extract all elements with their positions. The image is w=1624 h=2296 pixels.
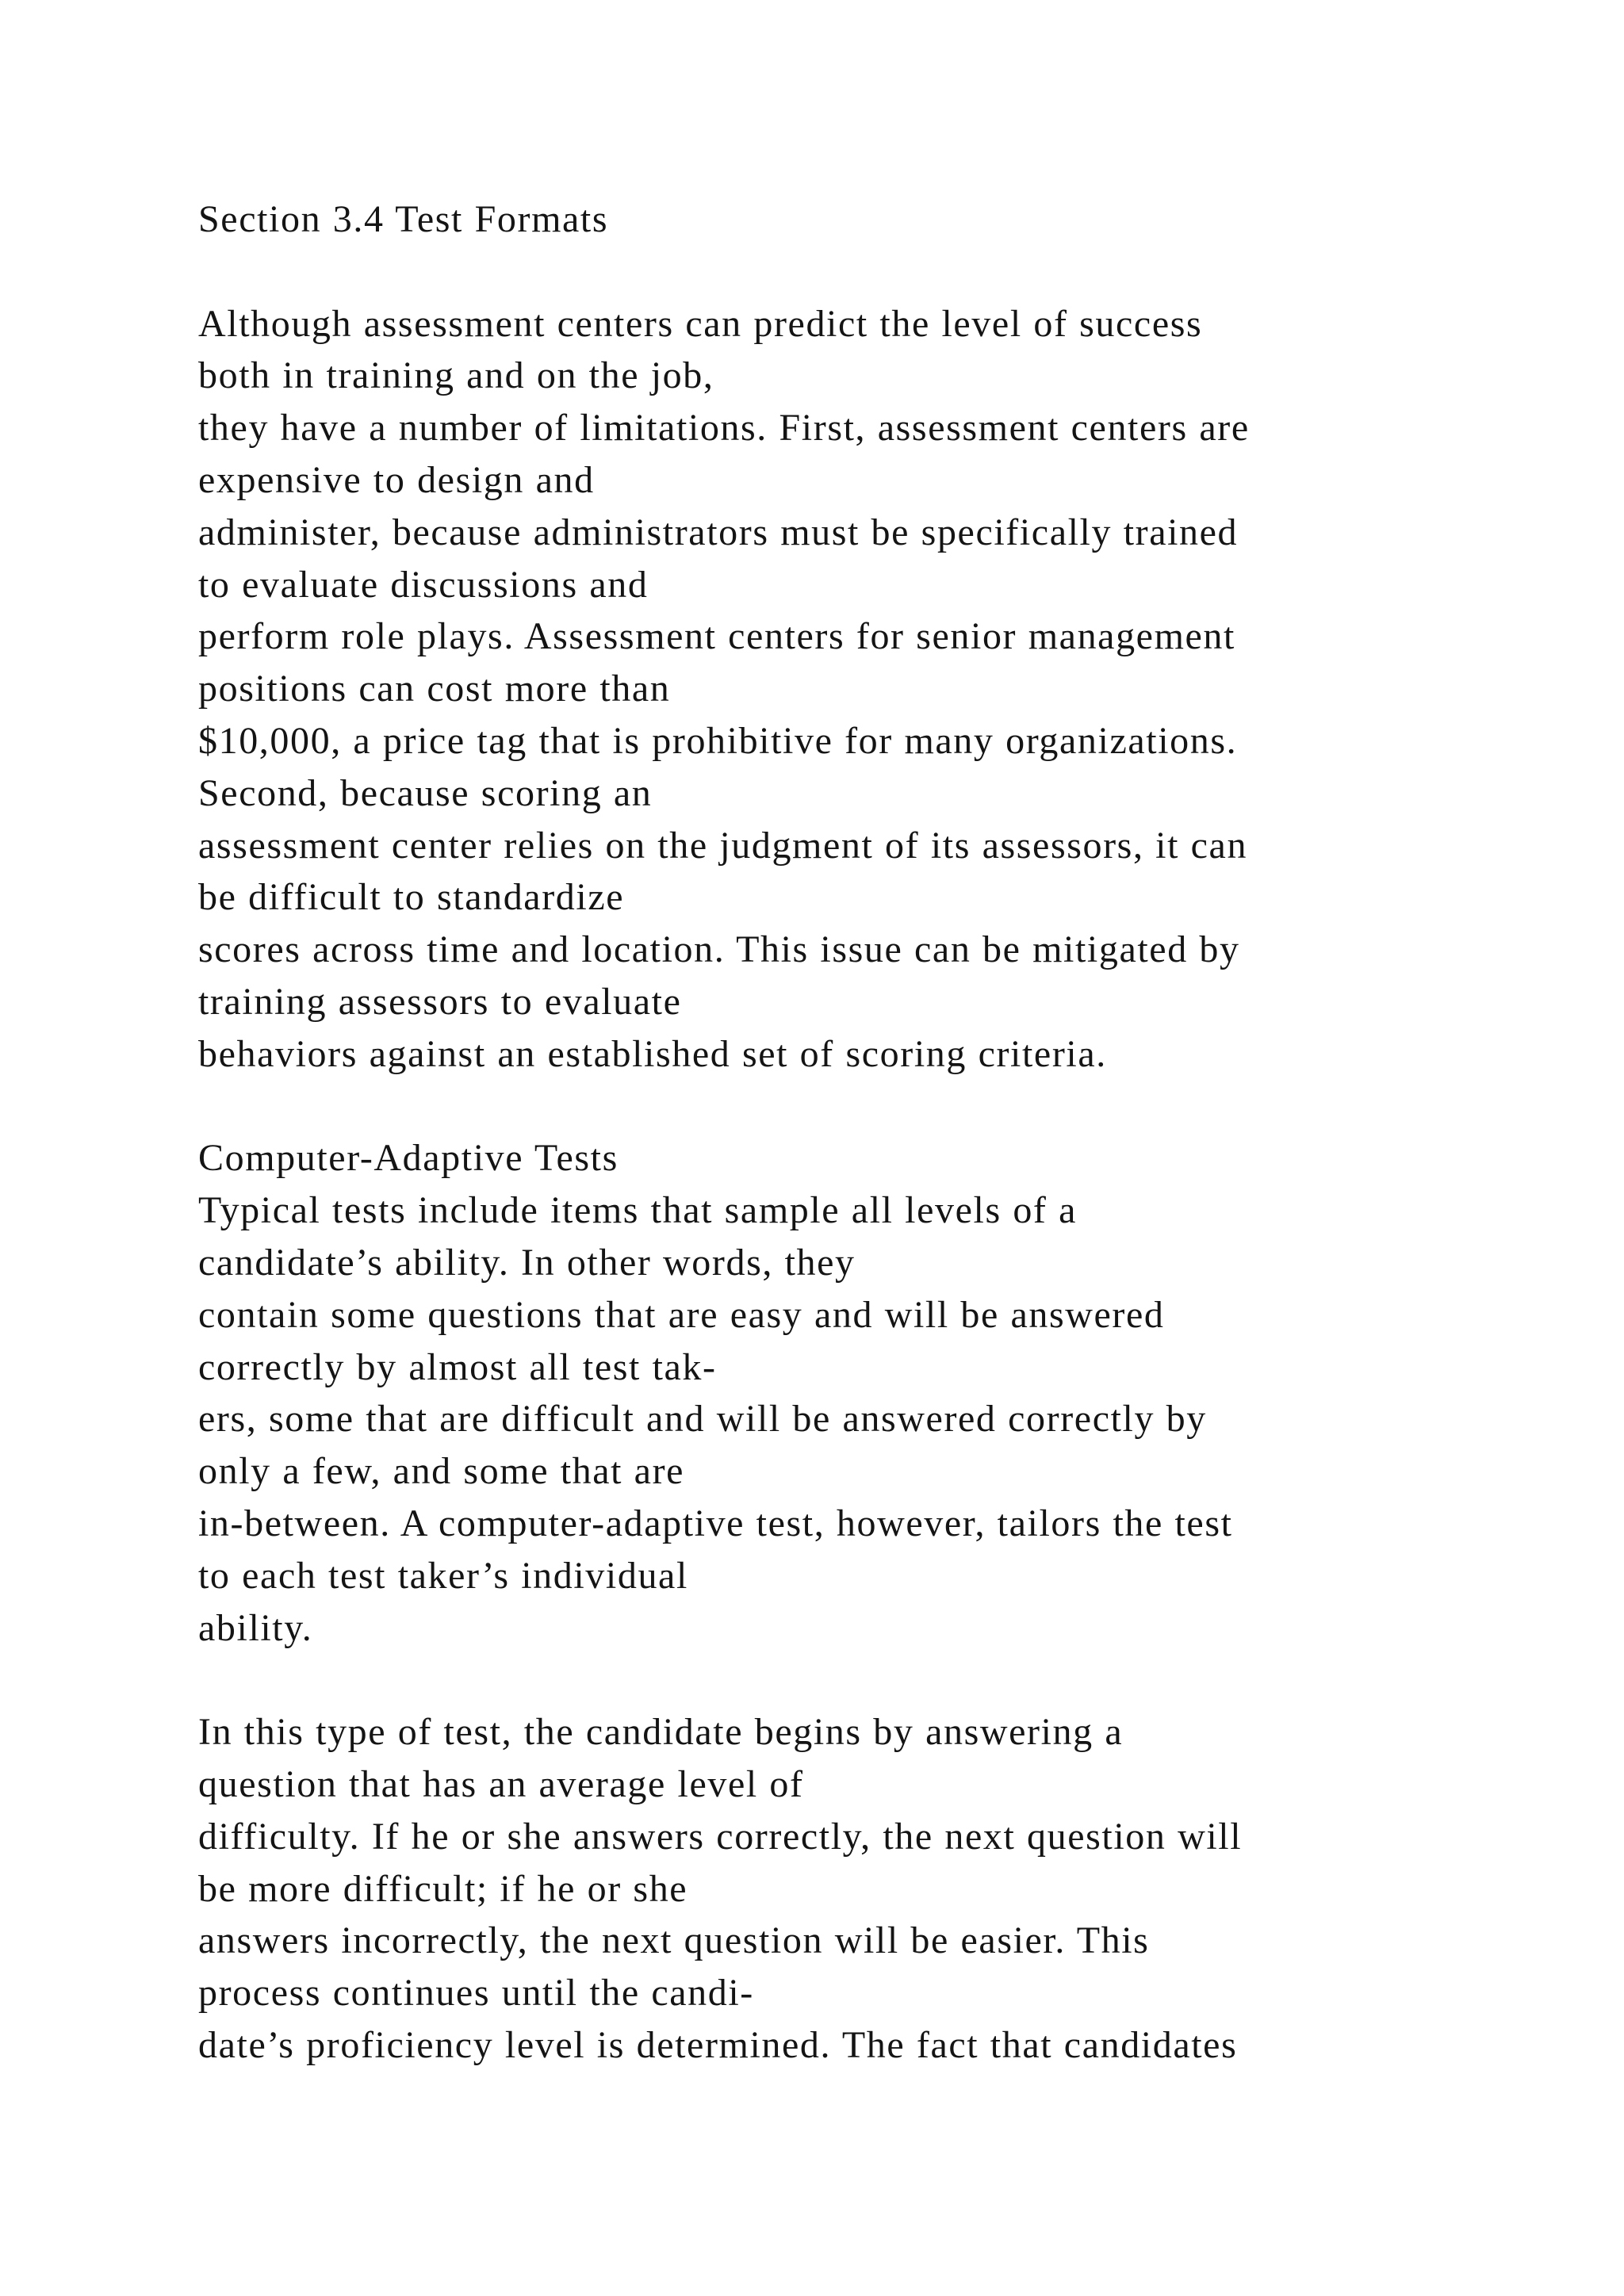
paragraph-gap	[198, 1081, 1507, 1133]
text-line: question that has an average level of	[198, 1762, 804, 1805]
text-line: scores across time and location. This issue can be mitigated by	[198, 928, 1240, 971]
text-line: be more difficult; if he or she	[198, 1867, 688, 1910]
text-line: date’s proficiency level is determined. The fact that candidates	[198, 2023, 1238, 2066]
text-line: In this type of test, the candidate begins by answering a	[198, 1711, 1124, 1754]
text-line: to each test taker’s individual	[198, 1554, 688, 1597]
text-line: both in training and on the job,	[198, 354, 714, 397]
paragraph-gap	[198, 1654, 1507, 1706]
text-line: perform role plays. Assessment centers for senior management	[198, 615, 1235, 658]
paragraph-adaptive-process	[198, 1706, 1507, 2072]
text-line: contain some questions that are easy and will be answered	[198, 1293, 1165, 1336]
text-line: to evaluate discussions and	[198, 563, 649, 606]
text-line: Although assessment centers can predict the level of success	[198, 302, 1203, 345]
text-line: correctly by almost all test tak-	[198, 1345, 717, 1388]
text-line: $10,000, a price tag that is prohibitive for many organizations.	[198, 719, 1238, 762]
document-body	[198, 193, 1507, 2072]
text-line: process continues until the candi-	[198, 1972, 754, 2015]
text-line: only a few, and some that are	[198, 1450, 685, 1493]
section-heading: Section 3.4 Test Formats	[198, 198, 609, 240]
text-line: Typical tests include items that sample all levels of a	[198, 1189, 1078, 1232]
text-line: assessment center relies on the judgment of its assessors, it can	[198, 824, 1248, 867]
paragraph-gap	[198, 246, 1507, 298]
text-line: expensive to design and	[198, 458, 595, 501]
text-line: answers incorrectly, the next question will be easier. This	[198, 1919, 1150, 1962]
text-line: behaviors against an established set of scoring criteria.	[198, 1032, 1107, 1075]
text-line: administer, because administrators must be specifically trained	[198, 511, 1239, 553]
subsection-heading: Computer-Adaptive Tests	[198, 1137, 619, 1180]
text-line: in-between. A computer-adaptive test, however, tailors the test	[198, 1502, 1233, 1544]
text-line: ability.	[198, 1606, 313, 1649]
text-line: they have a number of limitations. First, assessment centers are	[198, 407, 1250, 450]
paragraph-typical-tests	[198, 1184, 1507, 1654]
text-line: Second, because scoring an	[198, 771, 653, 814]
text-line: training assessors to evaluate	[198, 980, 682, 1023]
text-line: positions can cost more than	[198, 668, 671, 710]
paragraph-assessment-limitations	[198, 298, 1507, 1081]
text-line: difficulty. If he or she answers correctly, the next question will	[198, 1815, 1243, 1858]
text-line: be difficult to standardize	[198, 876, 625, 919]
text-line: ers, some that are difficult and will be answered correctly by	[198, 1398, 1207, 1441]
text-line: candidate’s ability. In other words, they	[198, 1241, 856, 1284]
